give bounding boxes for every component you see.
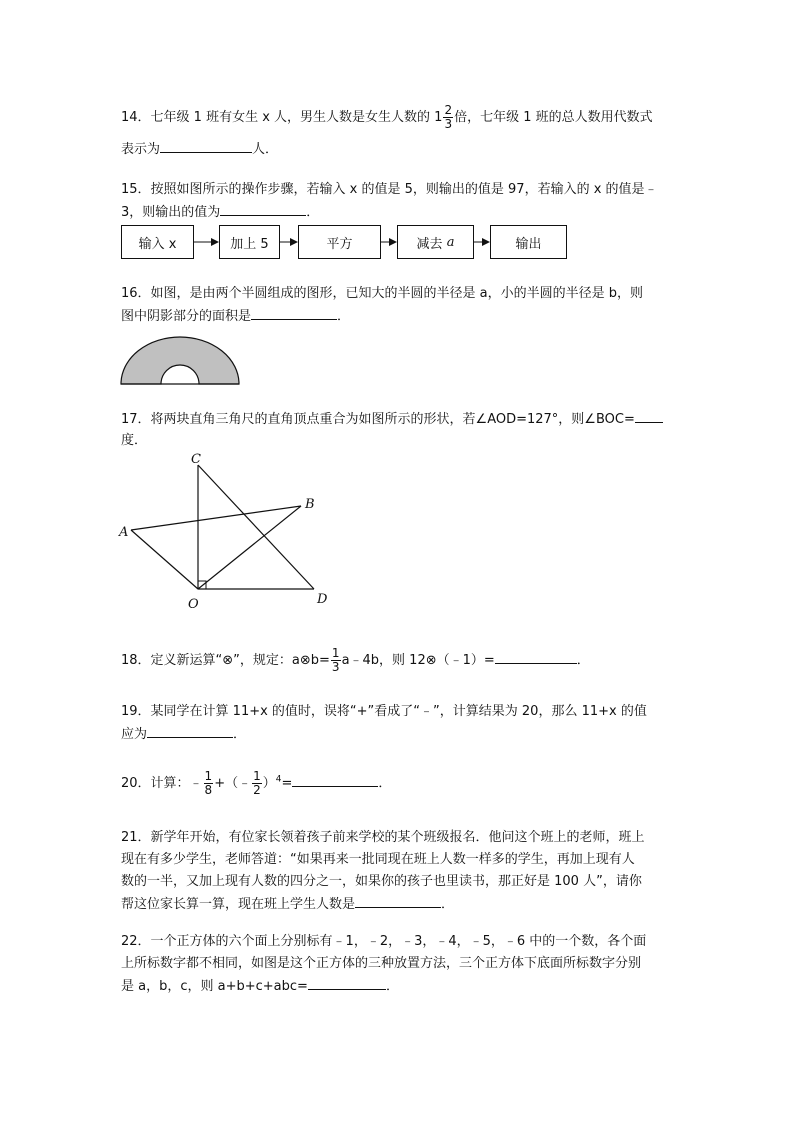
q14-fraction: $\frac{2}{3}$ — [444, 103, 453, 131]
q20-fraction-1: $\frac{1}{8}$ — [204, 769, 213, 797]
q14-line2: 表示为 人． — [121, 142, 279, 157]
q20-fraction-2: $\frac{1}{2}$ — [253, 769, 261, 797]
q15-line1: 15．按照如图所示的操作步骤，若输入 x 的值是 5，则输出的值是 97，若输入的 x 的值是﹣ — [121, 182, 658, 197]
q16-semicircle-figure — [116, 332, 246, 388]
flow-box-input: 输入 x — [121, 225, 194, 259]
q14-line1 — [121, 104, 653, 131]
q22-answer-blank[interactable] — [308, 977, 386, 990]
q17-line1: 17．将两块直角三角尺的直角顶点重合为如图所示的形状，若∠AOD=127°，则∠BOC= — [121, 410, 663, 429]
q18-answer-blank[interactable] — [495, 651, 577, 664]
q17-label-B: B — [305, 497, 315, 512]
q21-line4: 帮这位家长算一算，现在班上学生人数是 ． — [121, 897, 455, 912]
q16-line1: 16．如图，是由两个半圆组成的图形，已知大的半圆的半径是 a，小的半圆的半径是 b，则 — [121, 286, 644, 301]
q15-line2: 3，则输出的值为 ． — [121, 205, 320, 220]
q17-segment-CD — [198, 465, 314, 589]
flow-box-square: 平方 — [298, 225, 381, 259]
q17-label-C: C — [191, 452, 201, 467]
q17-label-D: D — [317, 592, 328, 607]
q19-answer-blank[interactable] — [147, 725, 233, 738]
q14-answer-blank[interactable] — [160, 140, 252, 153]
flow-arrows — [0, 225, 794, 265]
q18-line: 18．定义新运算“⊗”，规定：a⊗b= $\frac{1}{3}$ a﹣4b，则 12⊗（﹣1）= ． — [121, 646, 590, 674]
flow-box-add: 加上 5 — [219, 225, 280, 259]
q19-line2: 应为 ． — [121, 727, 247, 742]
q21-line1: 21．新学年开始，有位家长领着孩子前来学校的某个班级报名．他问这个班上的老师，班上 — [121, 830, 645, 845]
q21-line2: 现在有多少学生，老师答道：“如果再来一批同现在班上人数一样多的学生，再加上现有人 — [121, 852, 635, 867]
q17-answer-blank[interactable] — [635, 410, 663, 423]
q21-answer-blank[interactable] — [355, 895, 441, 908]
q22-line3: 是 a，b，c，则 a+b+c+abc= ． — [121, 979, 399, 994]
q16-shaded-region — [121, 337, 239, 384]
q17-label-O: O — [188, 597, 199, 612]
flow-box-subtract: 减去 a — [397, 225, 474, 259]
q14-text-part1: 14．七年级 1 班有女生 x 人，男生人数是女生人数的 1 — [121, 110, 443, 125]
q17-triangles-figure — [116, 450, 346, 612]
q21-line3: 数的一半，又加上现有人数的四分之一，如果你的孩子也里读书，那正好是 100 人”，请你 — [121, 874, 642, 889]
q17-line2: 度． — [121, 433, 148, 448]
q17-label-A: A — [119, 525, 129, 540]
q17-segment-AO — [131, 530, 198, 589]
q22-line1: 22．一个正方体的六个面上分别标有﹣1，﹣2，﹣3，﹣4，﹣5，﹣6 中的一个数，各个面 — [121, 934, 647, 949]
q20-line: 20．计算：﹣ $\frac{1}{8}$ +（﹣ $\frac{1}{2}$ ）$^4$= ． — [121, 769, 392, 797]
q16-line2: 图中阴影部分的面积是 ． — [121, 309, 351, 324]
q20-answer-blank[interactable] — [292, 774, 378, 787]
q19-line1: 19．某同学在计算 11+x 的值时，误将“+”看成了“﹣”，计算结果为 20，那么 11+x 的值 — [121, 704, 647, 719]
q22-line2: 上所标数字都不相同，如图是这个正方体的三种放置方法，三个正方体下底面所标数字分别 — [121, 956, 642, 971]
q20-exponent: 4 — [275, 774, 282, 785]
flow-box-output: 输出 — [490, 225, 567, 259]
q16-answer-blank[interactable] — [251, 307, 337, 320]
q14-text-part2: 倍，七年级 1 班的总人数用代数式 — [454, 110, 653, 125]
q15-answer-blank[interactable] — [220, 203, 306, 216]
q18-fraction: $\frac{1}{3}$ — [331, 646, 340, 674]
